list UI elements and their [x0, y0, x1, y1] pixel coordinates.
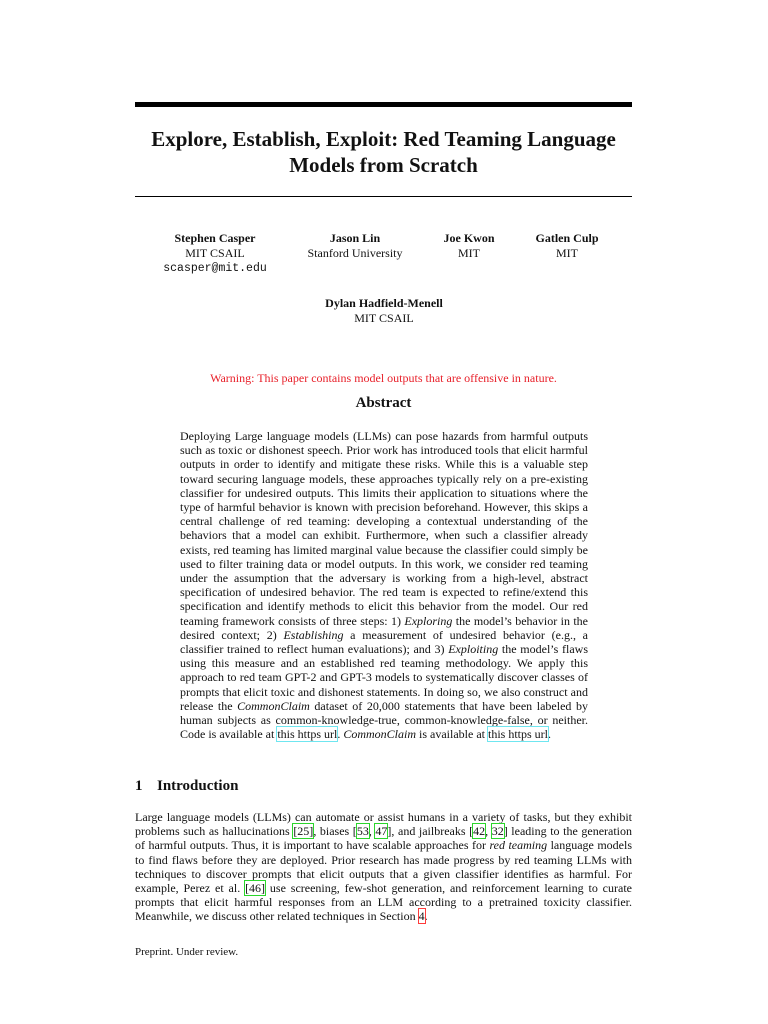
title-rule: [135, 196, 632, 197]
section-number: 1: [135, 778, 143, 794]
abstract-heading: Abstract: [355, 395, 412, 411]
citation-link[interactable]: 42: [473, 824, 486, 839]
citation-link[interactable]: [25]: [293, 824, 314, 839]
author-block: [155, 231, 275, 276]
author-name: Gatlen Culp: [535, 231, 599, 245]
author-affiliation: MIT: [458, 246, 480, 260]
author-block: [424, 231, 514, 261]
citation-link[interactable]: 53: [356, 824, 369, 839]
section-ref-link[interactable]: 4: [418, 909, 425, 924]
author-affiliation: MIT CSAIL: [185, 246, 245, 260]
citation-link[interactable]: 47: [375, 824, 388, 839]
author-block: [290, 231, 420, 261]
author-affiliation: Stanford University: [307, 246, 403, 260]
top-rule: [135, 102, 632, 107]
author-affiliation: MIT: [556, 246, 578, 260]
citation-link[interactable]: 32: [491, 824, 504, 839]
author-name: Jason Lin: [329, 231, 381, 245]
section-heading: [135, 778, 238, 795]
footer-note: Preprint. Under review.: [135, 946, 239, 958]
section-title: Introduction: [157, 778, 239, 794]
author-block: [522, 231, 612, 261]
citation-link[interactable]: [46]: [245, 881, 266, 896]
dataset-link[interactable]: this https url: [488, 727, 549, 742]
author-name: Joe Kwon: [443, 231, 495, 245]
code-link[interactable]: this https url: [277, 727, 338, 742]
content-warning: Warning: This paper contains model outputs that are offensive in nature.: [210, 371, 557, 385]
author-block: [304, 296, 464, 326]
intro-paragraph: Large language models (LLMs) can automate or assist humans in a variety of tasks, but they exhibit problems such as hallucinations [25], biases [53, 47], and jailbreaks [42, 32] leading to the generation of harmful outputs. Thus, it is important to have scalable approaches for red teaming language models to find flaws before they are deployed. Prior research has made progress by red teaming LLMs with techniques to discover prompts that elicit outputs that a given classifier identifies as harmful. For example, Perez et al. [46] use screening, few-shot generation, and reinforcement learning to curate prompts that elicit harmful responses from an LLM according to a pretrained toxicity classifier. Meanwhile, we discuss other related techniques in Section 4.: [135, 810, 633, 924]
paper-title: Explore, Establish, Exploit: Red Teaming Language Models from Scratch: [151, 127, 616, 177]
author-name: Stephen Casper: [174, 231, 256, 245]
author-affiliation: MIT CSAIL: [354, 311, 414, 325]
abstract-text: Deploying Large language models (LLMs) can pose hazards from harmful outputs such as toxic or dishonest speech. Prior work has introduced tools that elicit harmful outputs in order to identify and mitigate these risks. While this is a valuable step toward securing language models, these approaches typically rely on a pre-existing classifier for undesired outputs. This limits their application to situations where the type of harmful behavior is known with precision beforehand. However, this skips a central challenge of red teaming: developing a contextual understanding of the behaviors that a model can exhibit. Furthermore, when such a classifier already exists, red teaming has limited marginal value because the classifier could simply be used to filter training data or model outputs. In this work, we consider red teaming under the assumption that the adversary is working from a high-level, abstract specification of undesired behavior. The red team is expected to refine/extend this specification and identify methods to elicit this behavior from the model. Our red teaming framework consists of three steps: 1) Exploring the model’s behavior in the desired context; 2) Establishing a measurement of undesired behavior (e.g., a classifier trained to reflect human evaluations); and 3) Exploiting the model’s flaws using this measure and an established red teaming methodology. We apply this approach to red team GPT-2 and GPT-3 models to systematically discover classes of prompts that elicit toxic and dishonest statements. In doing so, we also construct and release the CommonClaim dataset of 20,000 statements that have been labeled by human subjects as common-knowledge-true, common-knowledge-false, or neither. Code is available at this https url. CommonClaim is available at this https url.: [180, 429, 589, 742]
author-email[interactable]: scasper@mit.edu: [163, 262, 267, 275]
author-name: Dylan Hadfield-Menell: [325, 296, 443, 310]
